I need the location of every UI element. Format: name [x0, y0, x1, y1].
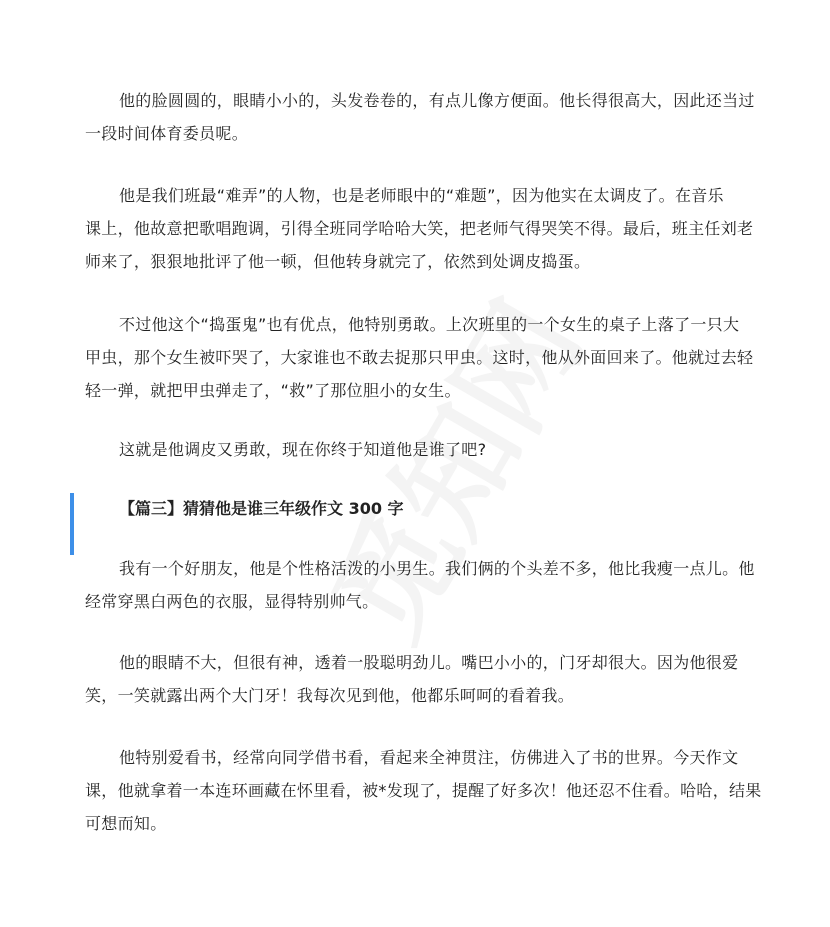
section-heading: 【篇三】猜猜他是谁三年级作文 300 字	[119, 499, 404, 518]
paragraph	[85, 84, 765, 150]
text-line: 课上，他故意把歌唱跑调，引得全班同学哈哈大笑，把老师气得哭笑不得。最后，班主任刘老	[85, 219, 754, 238]
text-line: 师来了，狠狠地批评了他一顿，但他转身就完了，依然到处调皮捣蛋。	[85, 252, 591, 271]
text-line: 笑，一笑就露出两个大门牙！我每次见到他，他都乐呵呵的看着我。	[85, 686, 575, 705]
text-line: 轻一弹，就把甲虫弹走了，“救”了那位胆小的女生。	[85, 381, 461, 400]
text-line: 这就是他调皮又勇敢，现在你终于知道他是谁了吧?	[119, 440, 487, 459]
text-line: 我有一个好朋友，他是个性格活泼的小男生。我们俩的个头差不多，他比我瘦一点儿。他	[119, 559, 755, 578]
text-line: 课，他就拿着一本连环画藏在怀里看，被*发现了，提醒了好多次！他还忍不住看。哈哈，结果	[85, 781, 762, 800]
paragraph	[85, 433, 765, 466]
section-accent-bar	[70, 493, 74, 555]
text-line: 他是我们班最“难弄”的人物，也是老师眼中的“难题”，因为他实在太调皮了。在音乐	[119, 186, 724, 205]
paragraph	[85, 646, 765, 712]
paragraph	[85, 179, 765, 278]
paragraph	[85, 552, 765, 618]
paragraph	[85, 741, 765, 840]
text-line: 一段时间体育委员呢。	[85, 124, 249, 143]
text-line: 经常穿黑白两色的衣服，显得特别帅气。	[85, 592, 379, 611]
text-line: 甲虫，那个女生被吓哭了，大家谁也不敢去捉那只甲虫。这时，他从外面回来了。他就过去轻	[85, 348, 754, 367]
text-line: 他的眼睛不大，但很有神，透着一股聪明劲儿。嘴巴小小的，门牙却很大。因为他很爱	[119, 653, 739, 672]
text-line: 可想而知。	[85, 814, 167, 833]
text-line: 他特别爱看书，经常向同学借书看，看起来全神贯注，仿佛进入了书的世界。今天作文	[119, 748, 739, 767]
paragraph	[85, 308, 765, 407]
text-line: 不过他这个“捣蛋鬼”也有优点，他特别勇敢。上次班里的一个女生的桌子上落了一只大	[119, 315, 740, 334]
text-line: 他的脸圆圆的，眼睛小小的，头发卷卷的，有点儿像方便面。他长得很高大，因此还当过	[119, 91, 755, 110]
